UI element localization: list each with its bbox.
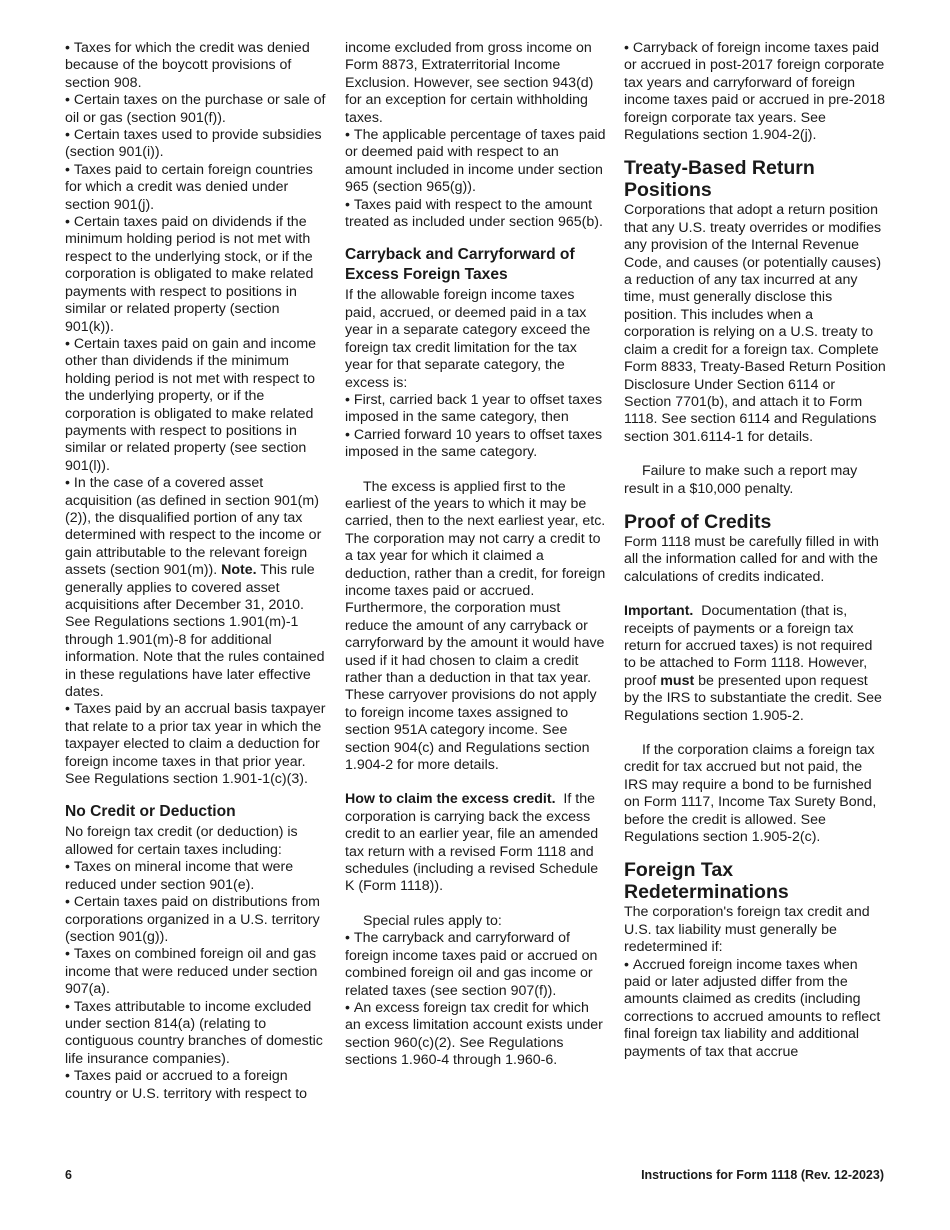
paragraph: income excluded from gross income on Form 8873, Extraterritorial Income Exclusion. However, see section 943(d) for an exception for certain withholding taxes. [345,40,594,126]
column-left [65,40,327,1103]
list-item: • An excess foreign tax credit for which an excess limitation account exists under section 960(c)(2). See Regulations sections 1.960-4 through 1.960-6. [345,1000,607,1070]
note-label: Note. [221,562,257,579]
list-item: • Certain taxes used to provide subsidies (section 901(i)). [65,127,327,162]
list-item: • The applicable percentage of taxes paid or deemed paid with respect to an amount included in income under section 965 (section 965(g)). [345,127,607,197]
list-item: • Taxes paid to certain foreign countries for which a credit was denied under section 901(j). [65,162,327,214]
list-item: • Carried forward 10 years to offset taxes imposed in the same category. [345,427,607,462]
paragraph: If the allowable foreign income taxes paid, accrued, or deemed paid in a tax year in a separate category exceed the foreign tax credit limitation for the tax year for that separate category, the excess is: [345,287,591,391]
list-item: • Taxes paid with respect to the amount treated as included under section 965(b). [345,197,607,232]
list-item: • Taxes on mineral income that were reduced under section 901(e). [65,859,327,894]
list-item-covered-asset [65,475,327,701]
list-item-text: This rule generally applies to covered asset acquisitions after December 31, 2010. See Regulations sections 1.901(m)-1 through 1.901(m)-8 for additional information. Note that the rules contained in these regulations have later effective dates. [65,562,325,701]
heading-no-credit-or-deduction: No Credit or Deduction [65,803,236,821]
list-item: • Certain taxes on the purchase or sale of oil or gas (section 901(f)). [65,92,327,127]
heading-foreign-tax-redeterminations: Foreign Tax Redeterminations [624,859,789,904]
list-item: • Taxes for which the credit was denied because of the boycott provisions of section 908. [65,40,327,92]
list-item: • Carryback of foreign income taxes paid or accrued in post-2017 foreign corporate tax years and carryforward of foreign income taxes paid or accrued in pre-2018 foreign corporate tax years. See Regulations section 1.904-2(j). [624,40,886,144]
paragraph: The corporation's foreign tax credit and U.S. tax liability must generally be redetermined if: [624,904,870,956]
paragraph: Corporations that adopt a return position that any U.S. treaty overrides or modifies any provision of the Internal Revenue Code, and causes (or potentially causes) a reduction of any tax incurred at any time, must generally disclose this position. This includes when a corporation is relying on a U.S. treaty to claim a credit for a foreign tax. Complete Form 8833, Treaty-Based Return Position Disclosure Under Section 6114 or Section 7701(b), and attach it to Form 1118. See section 6114 and Regulations section 301.6114-1 for details. [624,202,886,445]
list-item: • The carryback and carryforward of foreign income taxes paid or accrued on combined foreign oil and gas income or related taxes (see section 907(f)). [345,930,607,1000]
heading-treaty-based-return-positions: Treaty-Based Return Positions [624,157,815,202]
list-item: • Accrued foreign income taxes when paid or later adjusted differ from the amounts claimed as credits (including corrections to accrued amounts to reflect final foreign tax liability and additional payments of tax that accrue [624,957,886,1061]
paragraph: The excess is applied first to the earliest of the years to which it may be carried, then to the next earliest year, etc. The corporation may not carry a credit to a tax year for which it claimed a deduction, rather than a credit, for foreign income taxes paid or accrued. Furthermore, the corporation must reduce the amount of any carryback or carryforward by the amount it would have used if it had chosen to claim a credit rather than a deduction in that tax year. These carryover provisions do not apply to foreign income taxes assigned to section 951A category income. See section 904(c) and Regulations section 1.904-2 for more details. [345,478,606,774]
list-item: • Taxes attributable to income excluded under section 814(a) (relating to contiguous country branches of domestic life insurance companies). [65,999,327,1069]
column-middle [345,40,607,1070]
footer-title: Instructions for Form 1118 (Rev. 12-2023) [641,1168,884,1182]
paragraph: No foreign tax credit (or deduction) is allowed for certain taxes including: [65,824,298,858]
column-right [624,40,886,1061]
paragraph: Special rules apply to: [363,912,502,929]
paragraph: Failure to make such a report may result in a $10,000 penalty. [624,463,858,497]
heading-carryback-carryforward: Carryback and Carryforward of Excess Foreign Taxes [345,246,575,284]
paragraph: If the corporation claims a foreign tax credit for tax accrued but not paid, the IRS may require a bond to be furnished on Form 1117, Income Tax Surety Bond, before the credit is allowed. See Regulations section 1.905-2(c). [624,742,877,846]
heading-proof-of-credits: Proof of Credits [624,510,772,533]
list-item: • Certain taxes paid on distributions from corporations organized in a U.S. territory (section 901(g)). [65,894,327,946]
list-item: • First, carried back 1 year to offset taxes imposed in the same category, then [345,392,607,427]
run-in-heading: Important. [624,603,694,620]
paragraph: Form 1118 must be carefully filled in with all the information called for and with the calculations of credits indicated. [624,533,879,585]
list-item-text: In the case of a covered asset acquisition (as defined in section 901(m)(2)), the disqualified portion of any tax determined with respect to the income or gain attributable to the relevant foreign assets (section 901(m)). [65,475,322,579]
list-item: • Certain taxes paid on dividends if the minimum holding period is not met with respect to the underlying stock, or if the corporation is obligated to make related payments with respect to positions in similar or related property (section 901(k)). [65,214,327,336]
emphasis: must [660,672,695,689]
run-in-heading: How to claim the excess credit. [345,791,556,808]
paragraph-how-to-claim [345,791,607,895]
paragraph-text: If the corporation is carrying back the excess credit to an earlier year, file an amended tax return with a revised Form 1118 and schedules (including a revised Schedule K (Form 1118)). [345,791,599,895]
list-item: • Taxes paid by an accrual basis taxpayer that relate to a prior tax year in which the taxpayer elected to claim a deduction for foreign income taxes in that prior year. See Regulations section 1.901-1(c)(3). [65,701,327,788]
list-item: • Taxes on combined foreign oil and gas income that were reduced under section 907(a). [65,946,327,998]
page-number: 6 [65,1168,72,1182]
paragraph-text: be presented upon request by the IRS to substantiate the credit. See Regulations section 1.905-2. [624,672,882,724]
paragraph-important [624,603,886,725]
paragraph-text: Documentation (that is, receipts of payments or a foreign tax return for accrued taxes) is not required to be attached to Form 1118. However, proof [624,603,873,689]
list-item: • Certain taxes paid on gain and income other than dividends if the minimum holding period is not met with respect to the underlying property, or if the corporation is obligated to make related payments with respect to positions in similar or related property (see section 901(l)). [65,336,327,475]
list-item: • Taxes paid or accrued to a foreign country or U.S. territory with respect to [65,1068,327,1103]
